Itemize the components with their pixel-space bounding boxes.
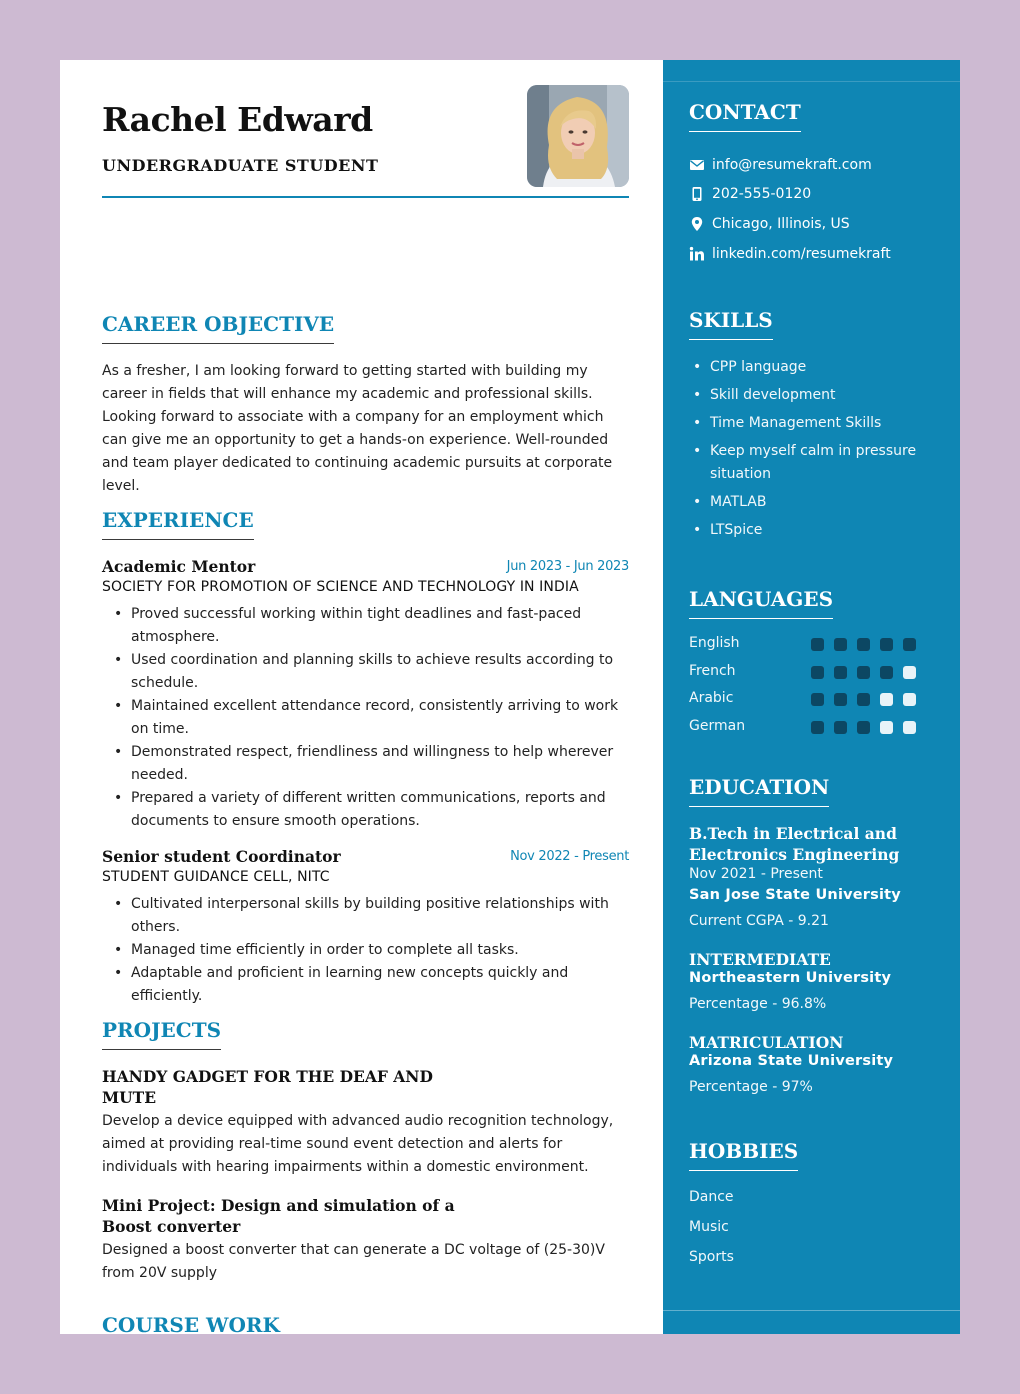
- education-score: Percentage - 97%: [689, 1079, 813, 1095]
- education-dates: Nov 2021 - Present: [689, 866, 823, 882]
- language-name: Arabic: [689, 690, 734, 706]
- level-dot-filled: [834, 666, 847, 679]
- job-bullet-list: [102, 893, 629, 1008]
- job-title: Senior student Coordinator: [102, 847, 341, 866]
- level-dot-filled: [857, 721, 870, 734]
- list-item: • Prepared a variety of different written communications, reports and documents to ensure smooth operations.: [131, 787, 629, 833]
- languages-heading: LANGUAGES: [689, 587, 833, 619]
- hobbies-heading: HOBBIES: [689, 1139, 798, 1171]
- project-title: HANDY GADGET FOR THE DEAF AND MUTE: [102, 1067, 433, 1107]
- level-dot-empty: [880, 693, 893, 706]
- job-organization: SOCIETY FOR PROMOTION OF SCIENCE AND TECHNOLOGY IN INDIA: [102, 579, 579, 595]
- career-objective-text: As a fresher, I am looking forward to getting started with building my career in fields that will enhance my academic and professional skills. Looking forward to associate with a company for an employment which can give me an opportunity to get a hands-on experience. Well-rounded and team player dedicated to continuing academic pursuits at corporate level.: [102, 363, 613, 494]
- skills-heading: SKILLS: [689, 308, 773, 340]
- header-divider: [102, 196, 629, 198]
- level-dot-filled: [857, 638, 870, 651]
- list-item: Sports: [689, 1249, 734, 1265]
- profile-photo: [527, 85, 629, 187]
- resume-page: [60, 60, 960, 1334]
- contact-heading: CONTACT: [689, 100, 801, 132]
- list-item: • Demonstrated respect, friendliness and willingness to help wherever needed.: [131, 741, 629, 787]
- contact-email[interactable]: [689, 154, 872, 176]
- linkedin-icon: [689, 246, 705, 262]
- sidebar-divider: [663, 81, 960, 82]
- education-level: INTERMEDIATE: [689, 950, 831, 969]
- language-row: [689, 690, 919, 710]
- candidate-name: Rachel Edward: [102, 100, 373, 139]
- education-score: Percentage - 96.8%: [689, 996, 827, 1012]
- list-item: • Used coordination and planning skills to achieve results according to schedule.: [131, 649, 629, 695]
- language-row: [689, 635, 919, 655]
- list-item: • LTSpice: [710, 519, 939, 542]
- language-name: French: [689, 662, 736, 679]
- contact-location: [689, 213, 850, 235]
- contact-phone-text: 202-555-0120: [712, 186, 812, 202]
- project-title: Mini Project: Design and simulation of a Boost converter: [102, 1196, 455, 1236]
- projects-heading: PROJECTS: [102, 1018, 221, 1050]
- level-dot-filled: [811, 666, 824, 679]
- course-work-heading: COURSE WORK: [102, 1313, 280, 1334]
- level-dot-filled: [811, 638, 824, 651]
- contact-phone[interactable]: [689, 183, 811, 205]
- contact-location-text: Chicago, Illinois, US: [712, 216, 850, 232]
- level-dot-filled: [880, 666, 893, 679]
- level-dot-filled: [834, 693, 847, 706]
- language-name: German: [689, 717, 746, 734]
- level-dot-filled: [903, 638, 916, 651]
- education-degree: B.Tech in Electrical and Electronics Engineering: [689, 824, 900, 864]
- education-school: Northeastern University: [689, 970, 892, 986]
- level-dot-empty: [880, 721, 893, 734]
- education-level: MATRICULATION: [689, 1033, 844, 1052]
- candidate-role: UNDERGRADUATE STUDENT: [102, 156, 379, 175]
- language-row: [689, 663, 919, 683]
- language-row: [689, 718, 919, 738]
- level-dot-empty: [903, 721, 916, 734]
- level-dot-filled: [857, 693, 870, 706]
- job-bullet-list: [102, 603, 629, 833]
- job-date: Nov 2022 - Present: [510, 849, 629, 864]
- list-item: • Skill development: [710, 384, 939, 407]
- contact-linkedin-text: linkedin.com/resumekraft: [712, 246, 891, 262]
- list-item: Dance: [689, 1189, 734, 1205]
- job-organization: STUDENT GUIDANCE CELL, NITC: [102, 869, 330, 885]
- list-item: Music: [689, 1219, 729, 1235]
- list-item: • CPP language: [710, 356, 939, 379]
- level-dot-filled: [811, 721, 824, 734]
- list-item: • Adaptable and proficient in learning new concepts quickly and efficiently.: [131, 962, 629, 1008]
- sidebar-divider: [663, 1310, 960, 1311]
- list-item: • Cultivated interpersonal skills by building positive relationships with others.: [131, 893, 629, 939]
- project-description: Designed a boost converter that can generate a DC voltage of (25-30)V from 20V supply: [102, 1242, 605, 1281]
- level-dot-filled: [857, 666, 870, 679]
- language-name: English: [689, 635, 740, 651]
- career-objective-heading: CAREER OBJECTIVE: [102, 312, 334, 344]
- list-item: • Keep myself calm in pressure situation: [710, 440, 939, 486]
- skills-list: [689, 356, 939, 547]
- education-school: Arizona State University: [689, 1053, 894, 1069]
- job-title: Academic Mentor: [102, 557, 256, 576]
- location-pin-icon: [689, 216, 705, 232]
- level-dot-filled: [834, 638, 847, 651]
- contact-linkedin[interactable]: [689, 243, 891, 265]
- list-item: • Managed time efficiently in order to complete all tasks.: [131, 939, 629, 962]
- experience-heading: EXPERIENCE: [102, 508, 254, 540]
- list-item: • Proved successful working within tight deadlines and fast-paced atmosphere.: [131, 603, 629, 649]
- list-item: • Maintained excellent attendance record, consistently arriving to work on time.: [131, 695, 629, 741]
- education-score: Current CGPA - 9.21: [689, 913, 829, 929]
- level-dot-filled: [880, 638, 893, 651]
- envelope-icon: [689, 157, 705, 173]
- sidebar: [663, 60, 960, 1334]
- project-description: Develop a device equipped with advanced audio recognition technology, aimed at providing real-time sound event detection and alerts for individuals with hearing impairments within a domestic environment.: [102, 1113, 614, 1175]
- contact-email-text: info@resumekraft.com: [712, 157, 872, 173]
- phone-icon: [689, 186, 705, 202]
- level-dot-filled: [811, 693, 824, 706]
- education-school: San Jose State University: [689, 887, 901, 903]
- level-dot-filled: [834, 721, 847, 734]
- job-date: Jun 2023 - Jun 2023: [506, 559, 629, 574]
- list-item: • MATLAB: [710, 491, 939, 514]
- list-item: • Time Management Skills: [710, 412, 939, 435]
- level-dot-empty: [903, 666, 916, 679]
- education-heading: EDUCATION: [689, 775, 829, 807]
- level-dot-empty: [903, 693, 916, 706]
